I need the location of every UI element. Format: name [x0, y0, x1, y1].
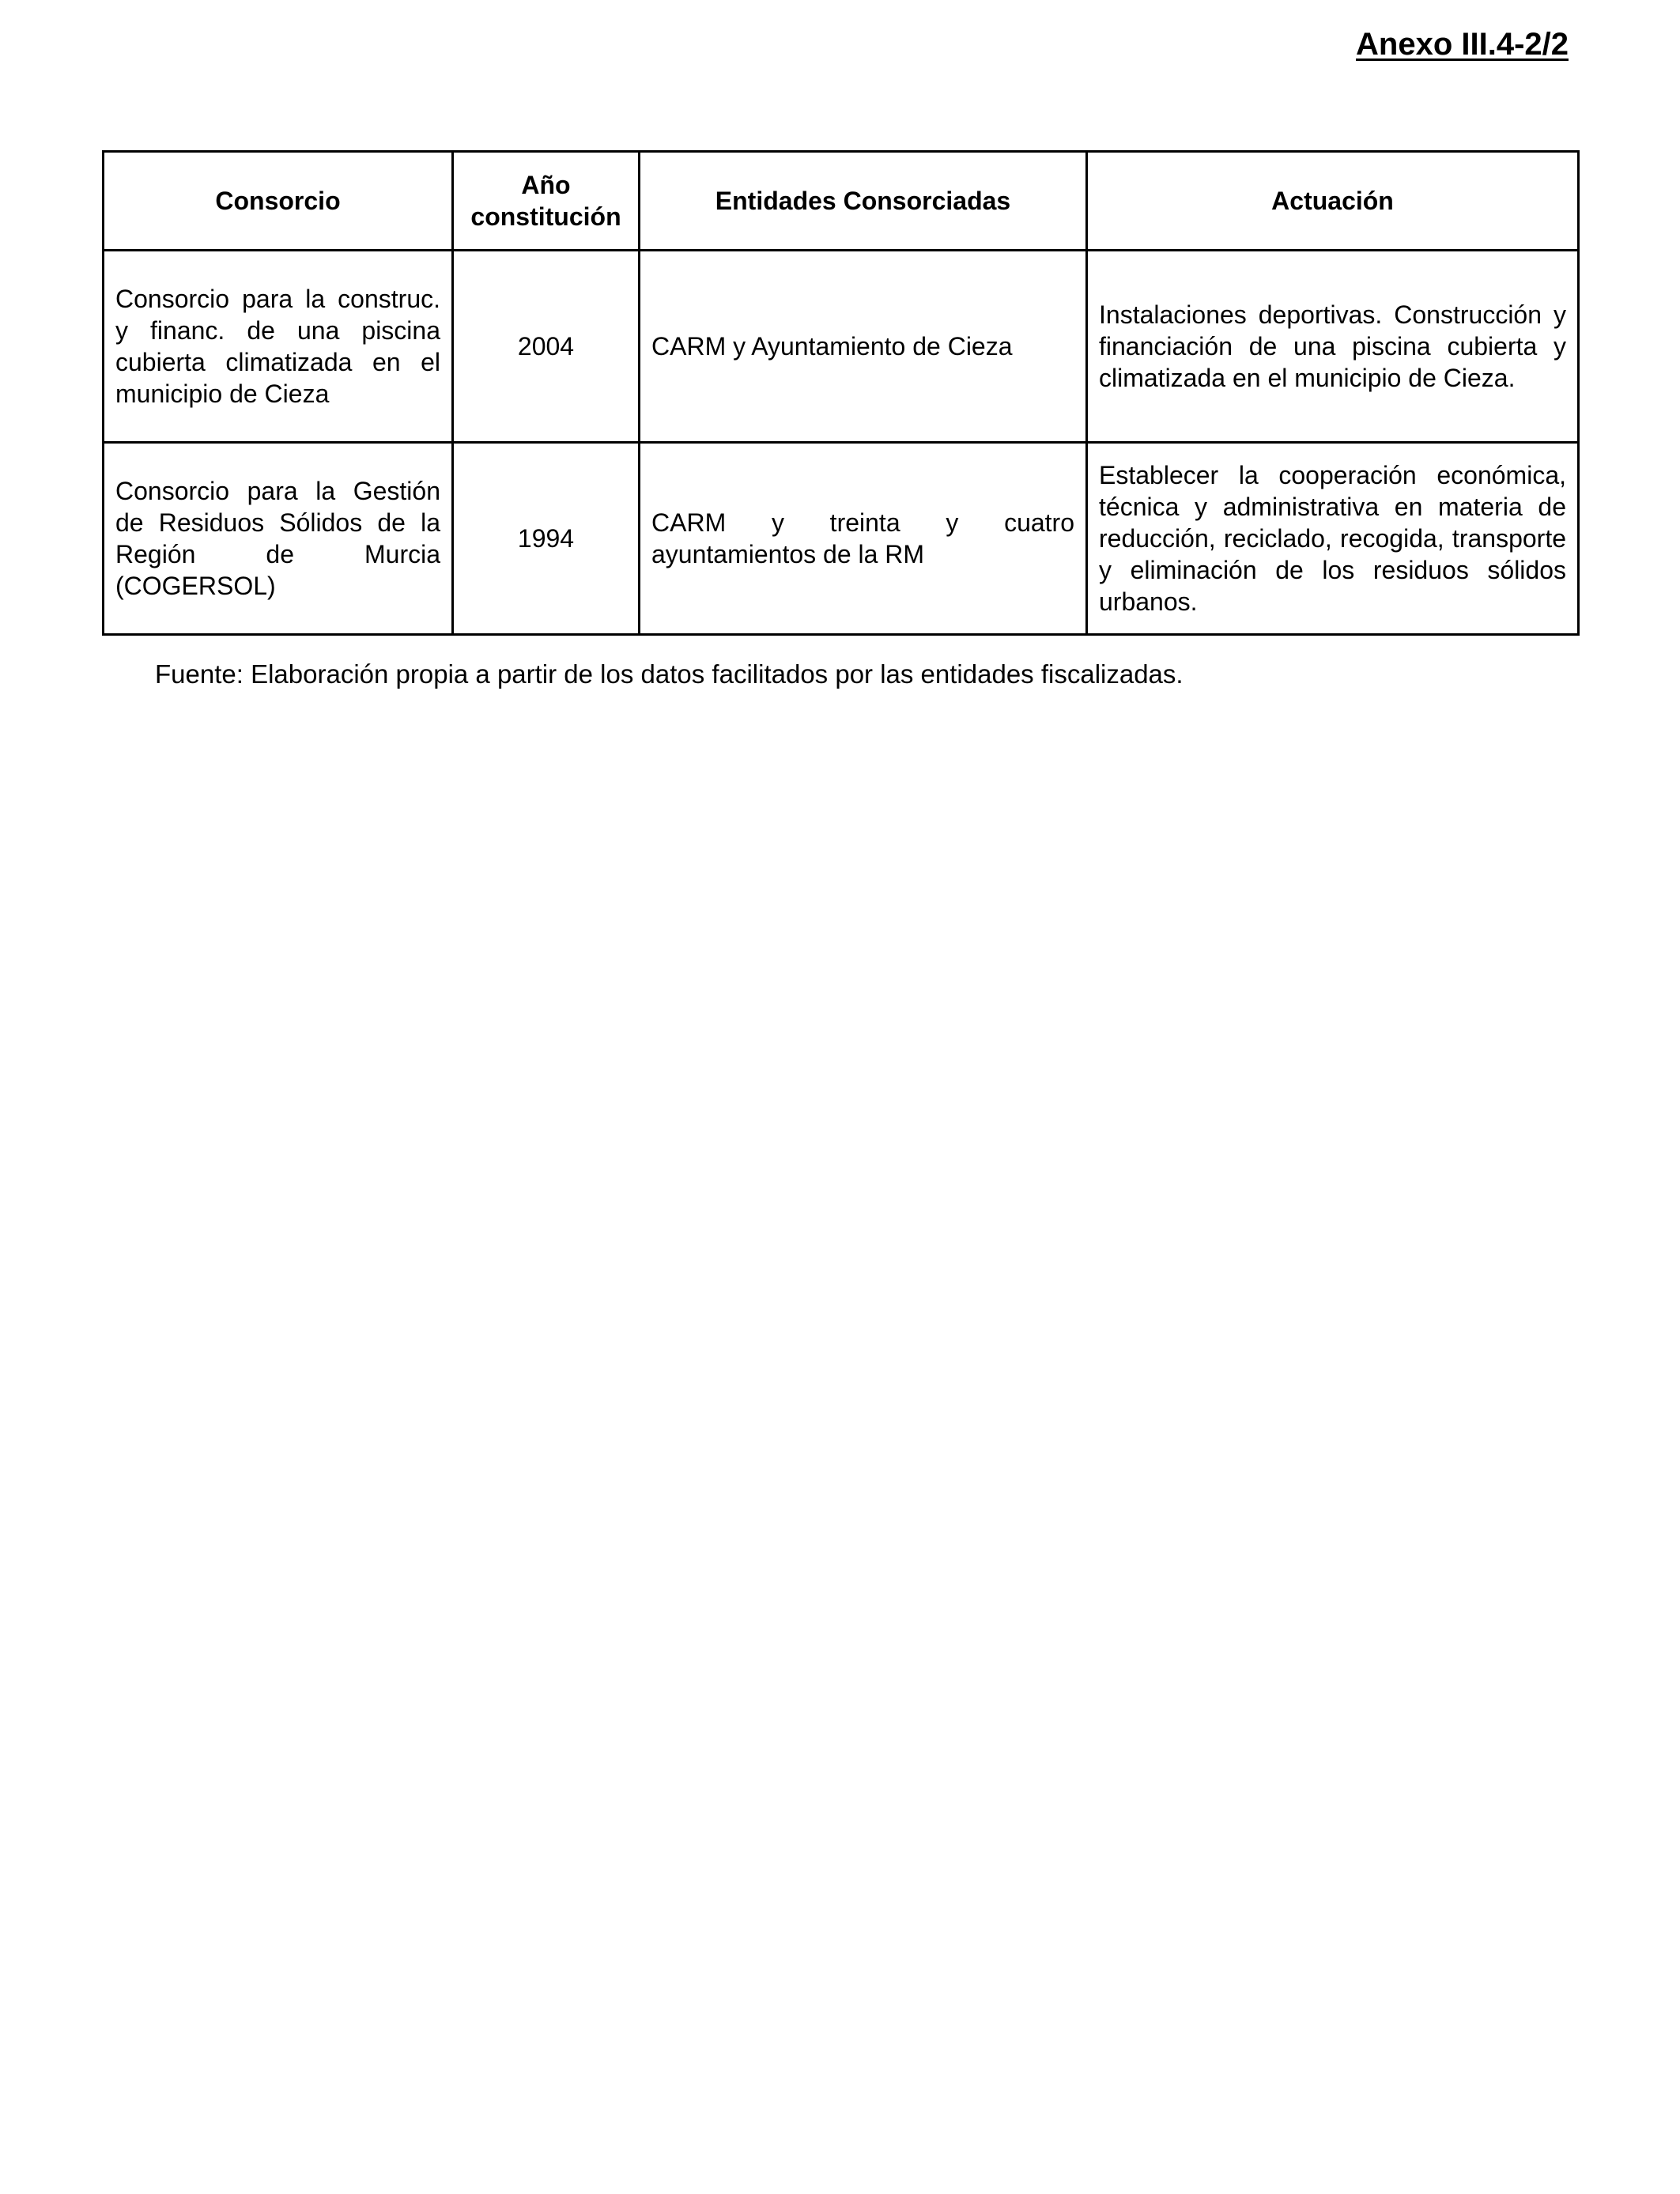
header-entidades: Entidades Consorciadas [640, 152, 1087, 251]
header-anio-line1: Año [521, 171, 571, 199]
cell-anio: 1994 [453, 443, 640, 635]
cell-entidades: CARM y treinta y cuatro ayuntamientos de la RM [640, 443, 1087, 635]
cell-anio: 2004 [453, 251, 640, 443]
cell-consorcio: Consorcio para la Gestión de Residuos Sólidos de la Región de Murcia (COGERSOL) [104, 443, 453, 635]
cell-actuacion: Instalaciones deportivas. Construcción y financiación de una piscina cubierta y climatizada en el municipio de Cieza. [1087, 251, 1579, 443]
header-actuacion: Actuación [1087, 152, 1579, 251]
header-anio-constitucion [453, 152, 640, 251]
header-consorcio: Consorcio [104, 152, 453, 251]
header-anio-line2: constitución [470, 202, 621, 231]
table-row [104, 251, 1579, 443]
annex-title: Anexo III.4-2/2 [1356, 27, 1569, 62]
table-row [104, 443, 1579, 635]
consortia-table [102, 150, 1580, 636]
table-header-row [104, 152, 1579, 251]
cell-entidades: CARM y Ayuntamiento de Cieza [640, 251, 1087, 443]
cell-actuacion: Establecer la cooperación económica, técnica y administrativa en materia de reducción, reciclado, recogida, transporte y eliminación de los residuos sólidos urbanos. [1087, 443, 1579, 635]
cell-consorcio: Consorcio para la construc. y financ. de una piscina cubierta climatizada en el municipio de Cieza [104, 251, 453, 443]
source-note: Fuente: Elaboración propia a partir de los datos facilitados por las entidades fiscalizadas. [155, 659, 1184, 689]
